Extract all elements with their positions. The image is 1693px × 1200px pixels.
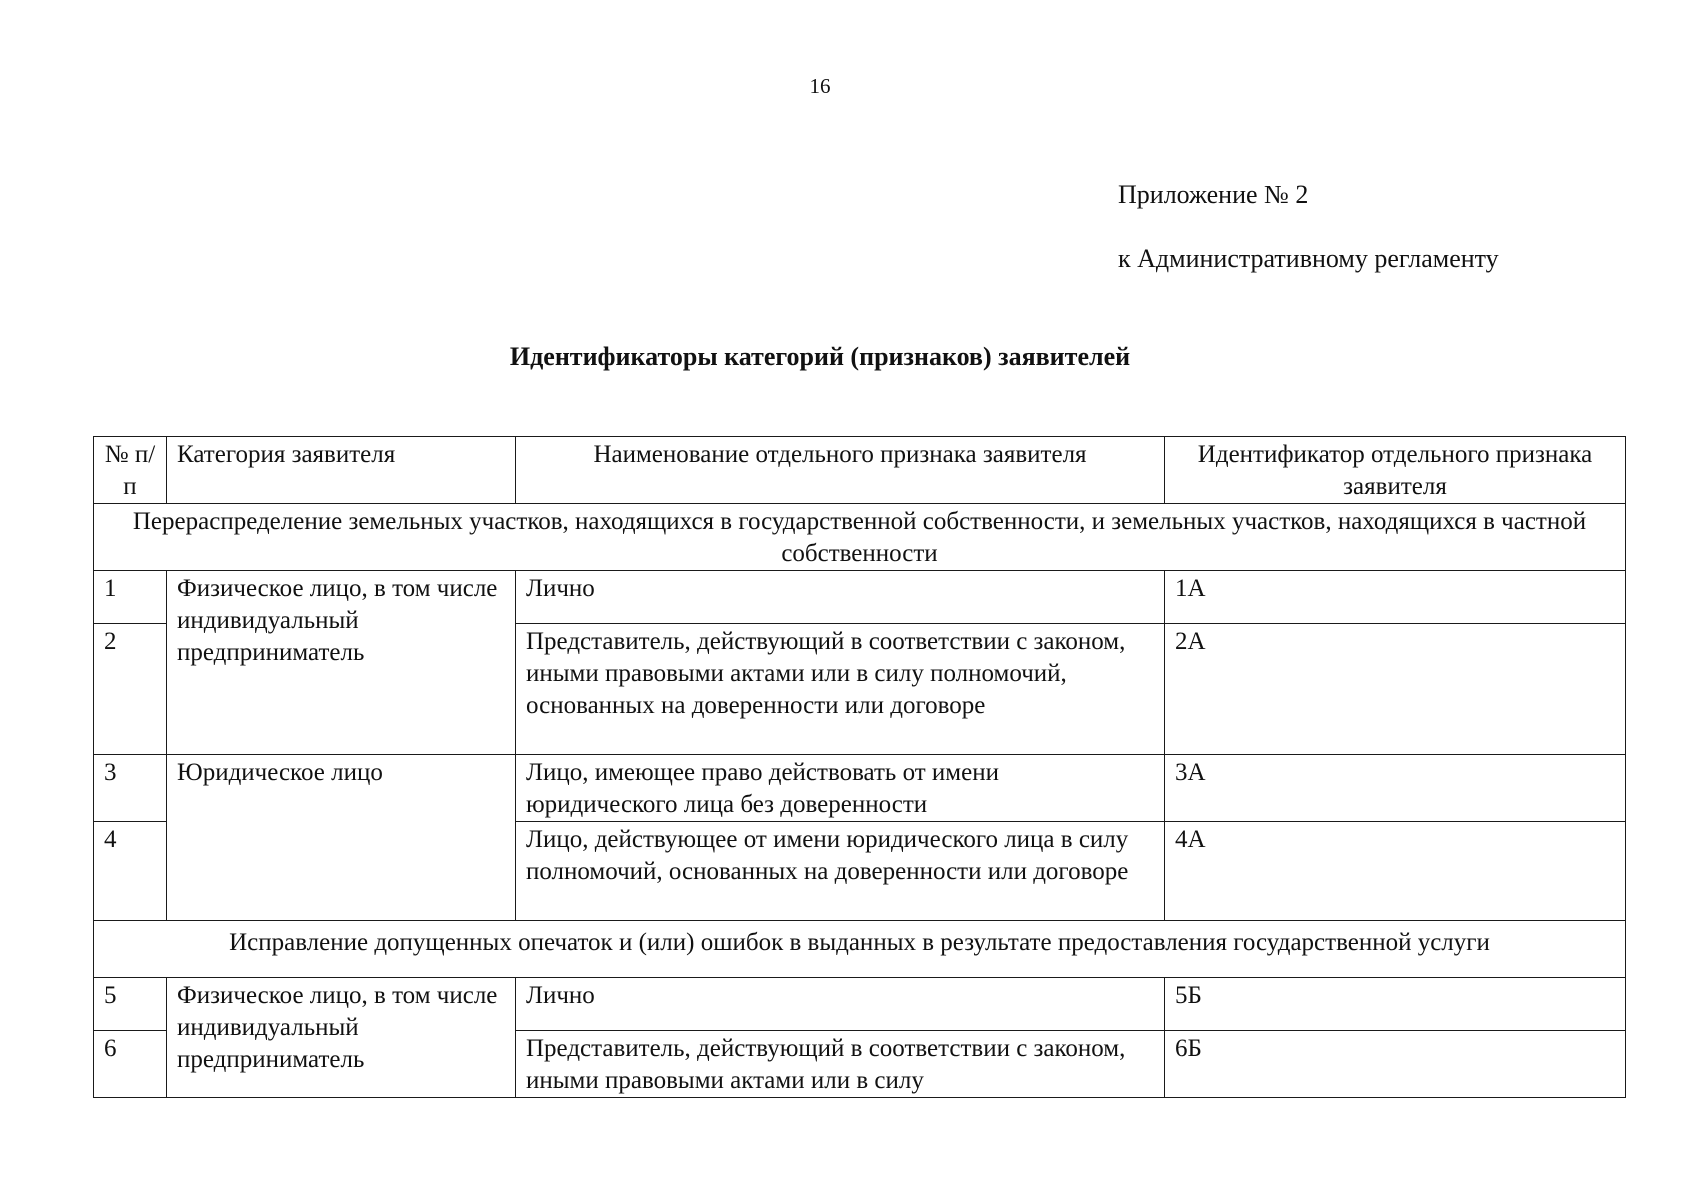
- feature-name-cell: Представитель, действующий в соответствии с законом, иными правовыми актами или в силу: [516, 1031, 1165, 1098]
- header-number: № п/п: [94, 437, 167, 504]
- category-cell: Юридическое лицо: [167, 755, 516, 921]
- feature-name-cell: Представитель, действующий в соответствии с законом, иными правовыми актами или в силу полномочий, основанных на доверенности или договоре: [516, 624, 1165, 755]
- table-row: [94, 755, 1626, 822]
- section-title: Исправление допущенных опечаток и (или) ошибок в выданных в результате предоставления государственной услуги: [94, 921, 1626, 978]
- row-number: 5: [94, 978, 167, 1031]
- section-title: Перераспределение земельных участков, находящихся в государственной собственности, и земельных участков, находящихся в частной собственности: [94, 504, 1626, 571]
- page-number: 16: [809, 74, 831, 98]
- feature-id-cell: 1А: [1165, 571, 1626, 624]
- category-cell: Физическое лицо, в том числе индивидуальный предприниматель: [167, 571, 516, 755]
- row-number: 1: [94, 571, 167, 624]
- feature-name-cell: Лицо, действующее от имени юридического лица в силу полномочий, основанных на доверенности или договоре: [516, 822, 1165, 921]
- table-row: [94, 978, 1626, 1031]
- section-row: [94, 504, 1626, 571]
- row-number: 2: [94, 624, 167, 755]
- feature-name-cell: Лично: [516, 978, 1165, 1031]
- feature-id-cell: 3А: [1165, 755, 1626, 822]
- feature-id-cell: 4А: [1165, 822, 1626, 921]
- header-category: Категория заявителя: [167, 437, 516, 504]
- feature-id-cell: 6Б: [1165, 1031, 1626, 1098]
- section-row: [94, 921, 1626, 978]
- feature-name-cell: Лицо, имеющее право действовать от имени юридического лица без доверенности: [516, 755, 1165, 822]
- feature-id-cell: 5Б: [1165, 978, 1626, 1031]
- header-feature-name: Наименование отдельного признака заявителя: [516, 437, 1165, 504]
- table-header-row: [94, 437, 1626, 504]
- document-title: Идентификаторы категорий (признаков) заявителей: [509, 342, 1131, 371]
- row-number: 3: [94, 755, 167, 822]
- appendix-label: Приложение № 2: [1118, 180, 1309, 209]
- appendix-reference: к Административному регламенту: [1118, 244, 1499, 273]
- feature-id-cell: 2А: [1165, 624, 1626, 755]
- row-number: 6: [94, 1031, 167, 1098]
- table-row: [94, 571, 1626, 624]
- row-number: 4: [94, 822, 167, 921]
- identifiers-table: [93, 436, 1626, 1098]
- category-cell: Физическое лицо, в том числе индивидуальный предприниматель: [167, 978, 516, 1098]
- feature-name-cell: Лично: [516, 571, 1165, 624]
- header-feature-id: Идентификатор отдельного признака заявителя: [1165, 437, 1626, 504]
